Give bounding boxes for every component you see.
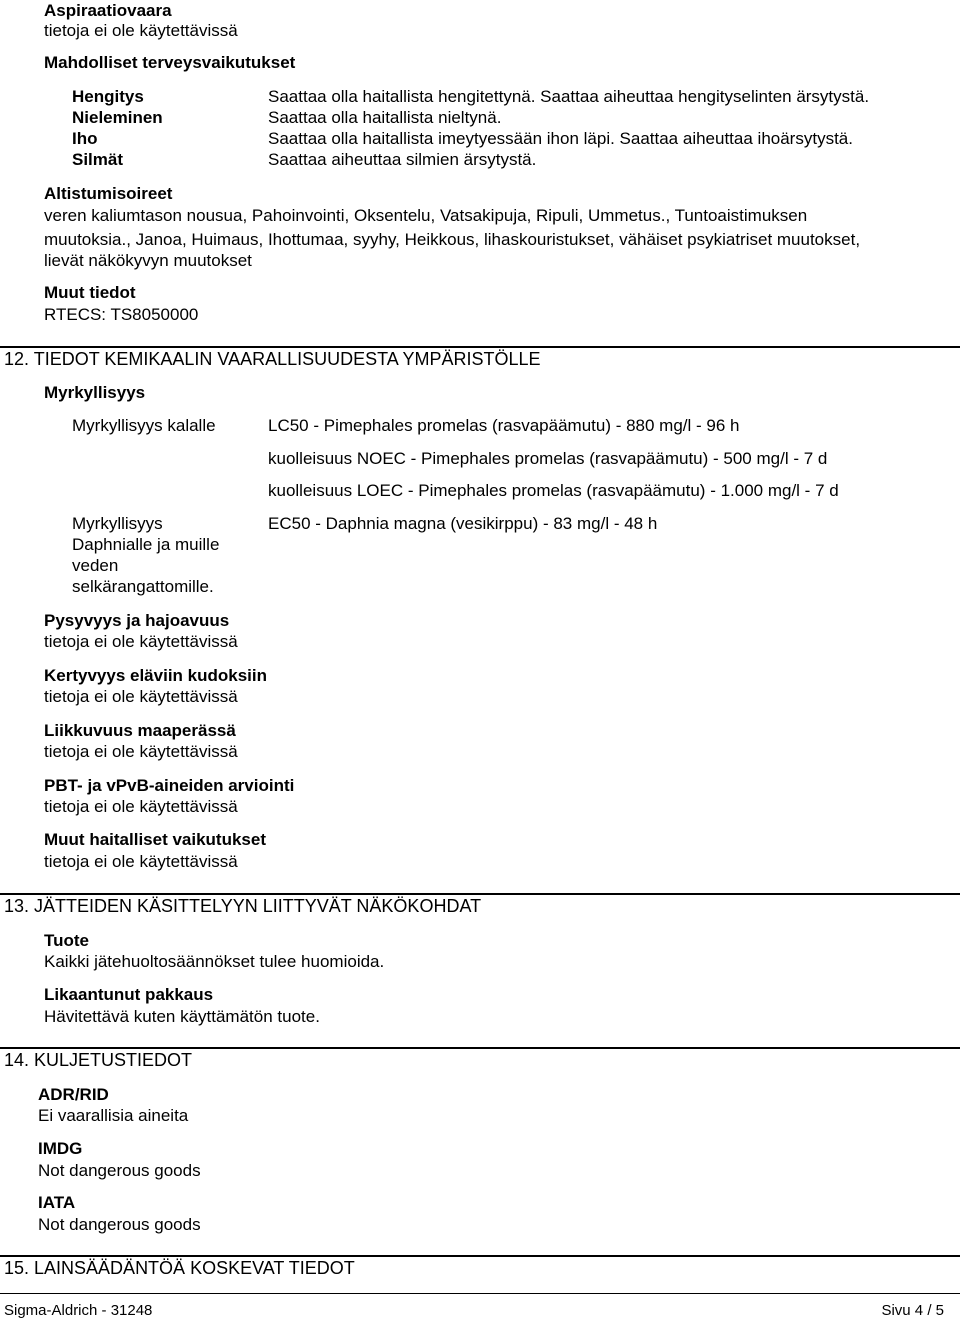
section-14-divider	[0, 1047, 960, 1049]
imdg-text: Not dangerous goods	[38, 1161, 201, 1180]
health-text-ingestion: Saattaa olla haitallista nieltynä.	[268, 108, 502, 127]
daphnia-toxicity-ec50: EC50 - Daphnia magna (vesikirppu) - 83 mg/l - 48 h	[268, 514, 658, 533]
other-title: Muut tiedot	[44, 283, 136, 302]
mobility-title: Liikkuvuus maaperässä	[44, 721, 236, 740]
product-title: Tuote	[44, 931, 90, 950]
fish-toxicity-noec: kuolleisuus NOEC - Pimephales promelas (rasvapäämutu) - 500 mg/l - 7 d	[268, 449, 828, 468]
section-15-divider	[0, 1255, 960, 1257]
bioaccumulation-title: Kertyvyys eläviin kudoksiin	[44, 666, 267, 685]
health-text-inhalation: Saattaa olla haitallista hengitettynä. Saattaa aiheuttaa hengityselinten ärsytystä.	[268, 87, 870, 106]
page-total: 5	[935, 1302, 944, 1319]
other-effects-title: Muut haitalliset vaikutukset	[44, 830, 266, 849]
page-separator: /	[927, 1302, 932, 1319]
daphnia-label-line-3: veden	[72, 556, 119, 575]
toxicity-title: Myrkyllisyys	[44, 383, 146, 402]
product-text: Kaikki jätehuoltosäännökset tulee huomioida.	[44, 952, 385, 971]
footer-page-number	[881, 1300, 944, 1321]
health-title: Mahdolliset terveysvaikutukset	[44, 53, 296, 72]
footer-product-ref: Sigma-Aldrich - 31248	[4, 1302, 153, 1319]
health-label-skin: Iho	[72, 129, 98, 148]
mobility-text: tietoja ei ole käytettävissä	[44, 742, 238, 761]
packaging-title: Likaantunut pakkaus	[44, 985, 214, 1004]
health-text-eyes: Saattaa aiheuttaa silmien ärsytystä.	[268, 150, 537, 169]
pbt-title: PBT- ja vPvB-aineiden arviointi	[44, 776, 295, 795]
exposure-line-1: veren kaliumtason nousua, Pahoinvointi, Oksentelu, Vatsakipuja, Ripuli, Ummetus., Tuntoaistimuksen	[44, 206, 808, 225]
adr-title: ADR/RID	[38, 1085, 109, 1104]
page-label: Sivu	[881, 1302, 911, 1319]
pbt-text: tietoja ei ole käytettävissä	[44, 797, 238, 816]
health-label-inhalation: Hengitys	[72, 87, 144, 106]
daphnia-label-line-1: Myrkyllisyys	[72, 514, 163, 533]
section-13-divider	[0, 893, 960, 895]
persistence-text: tietoja ei ole käytettävissä	[44, 632, 238, 651]
other-effects-text: tietoja ei ole käytettävissä	[44, 852, 238, 871]
section-14-title: 14. KULJETUSTIEDOT	[4, 1050, 193, 1070]
footer-divider	[0, 1293, 960, 1294]
section-12-title: 12. TIEDOT KEMIKAALIN VAARALLISUUDESTA YMPÄRISTÖLLE	[4, 349, 541, 369]
exposure-line-2: muutoksia., Janoa, Huimaus, Ihottumaa, syyhy, Heikkous, lihaskouristukset, vähäiset psykiatriset muutokset,	[44, 230, 861, 249]
adr-text: Ei vaarallisia aineita	[38, 1106, 189, 1125]
section-13-title: 13. JÄTTEIDEN KÄSITTELYYN LIITTYVÄT NÄKÖKOHDAT	[4, 896, 482, 916]
section-15-title: 15. LAINSÄÄDÄNTÖÄ KOSKEVAT TIEDOT	[4, 1258, 355, 1278]
daphnia-label-line-2: Daphnialle ja muille	[72, 535, 220, 554]
packaging-text: Hävitettävä kuten käyttämätön tuote.	[44, 1007, 320, 1026]
daphnia-label-line-4: selkärangattomille.	[72, 577, 214, 596]
health-label-eyes: Silmät	[72, 150, 124, 169]
exposure-line-3: lievät näkökyvyn muutokset	[44, 251, 252, 270]
exposure-title: Altistumisoireet	[44, 184, 173, 203]
bioaccumulation-text: tietoja ei ole käytettävissä	[44, 687, 238, 706]
section-12-divider	[0, 346, 960, 348]
iata-title: IATA	[38, 1193, 76, 1212]
aspiration-title: Aspiraatiovaara	[44, 1, 172, 20]
iata-text: Not dangerous goods	[38, 1215, 201, 1234]
persistence-title: Pysyvyys ja hajoavuus	[44, 611, 230, 630]
page-current: 4	[914, 1302, 924, 1319]
fish-toxicity-lc50: LC50 - Pimephales promelas (rasvapäämutu) - 880 mg/l - 96 h	[268, 416, 740, 435]
rtecs-text: RTECS: TS8050000	[44, 305, 199, 324]
imdg-title: IMDG	[38, 1139, 83, 1158]
health-label-ingestion: Nieleminen	[72, 108, 163, 127]
aspiration-text: tietoja ei ole käytettävissä	[44, 21, 238, 40]
fish-toxicity-loec: kuolleisuus LOEC - Pimephales promelas (rasvapäämutu) - 1.000 mg/l - 7 d	[268, 481, 839, 500]
health-text-skin: Saattaa olla haitallista imeytyessään ihon läpi. Saattaa aiheuttaa ihoärsytystä.	[268, 129, 853, 148]
fish-toxicity-label: Myrkyllisyys kalalle	[72, 416, 216, 435]
